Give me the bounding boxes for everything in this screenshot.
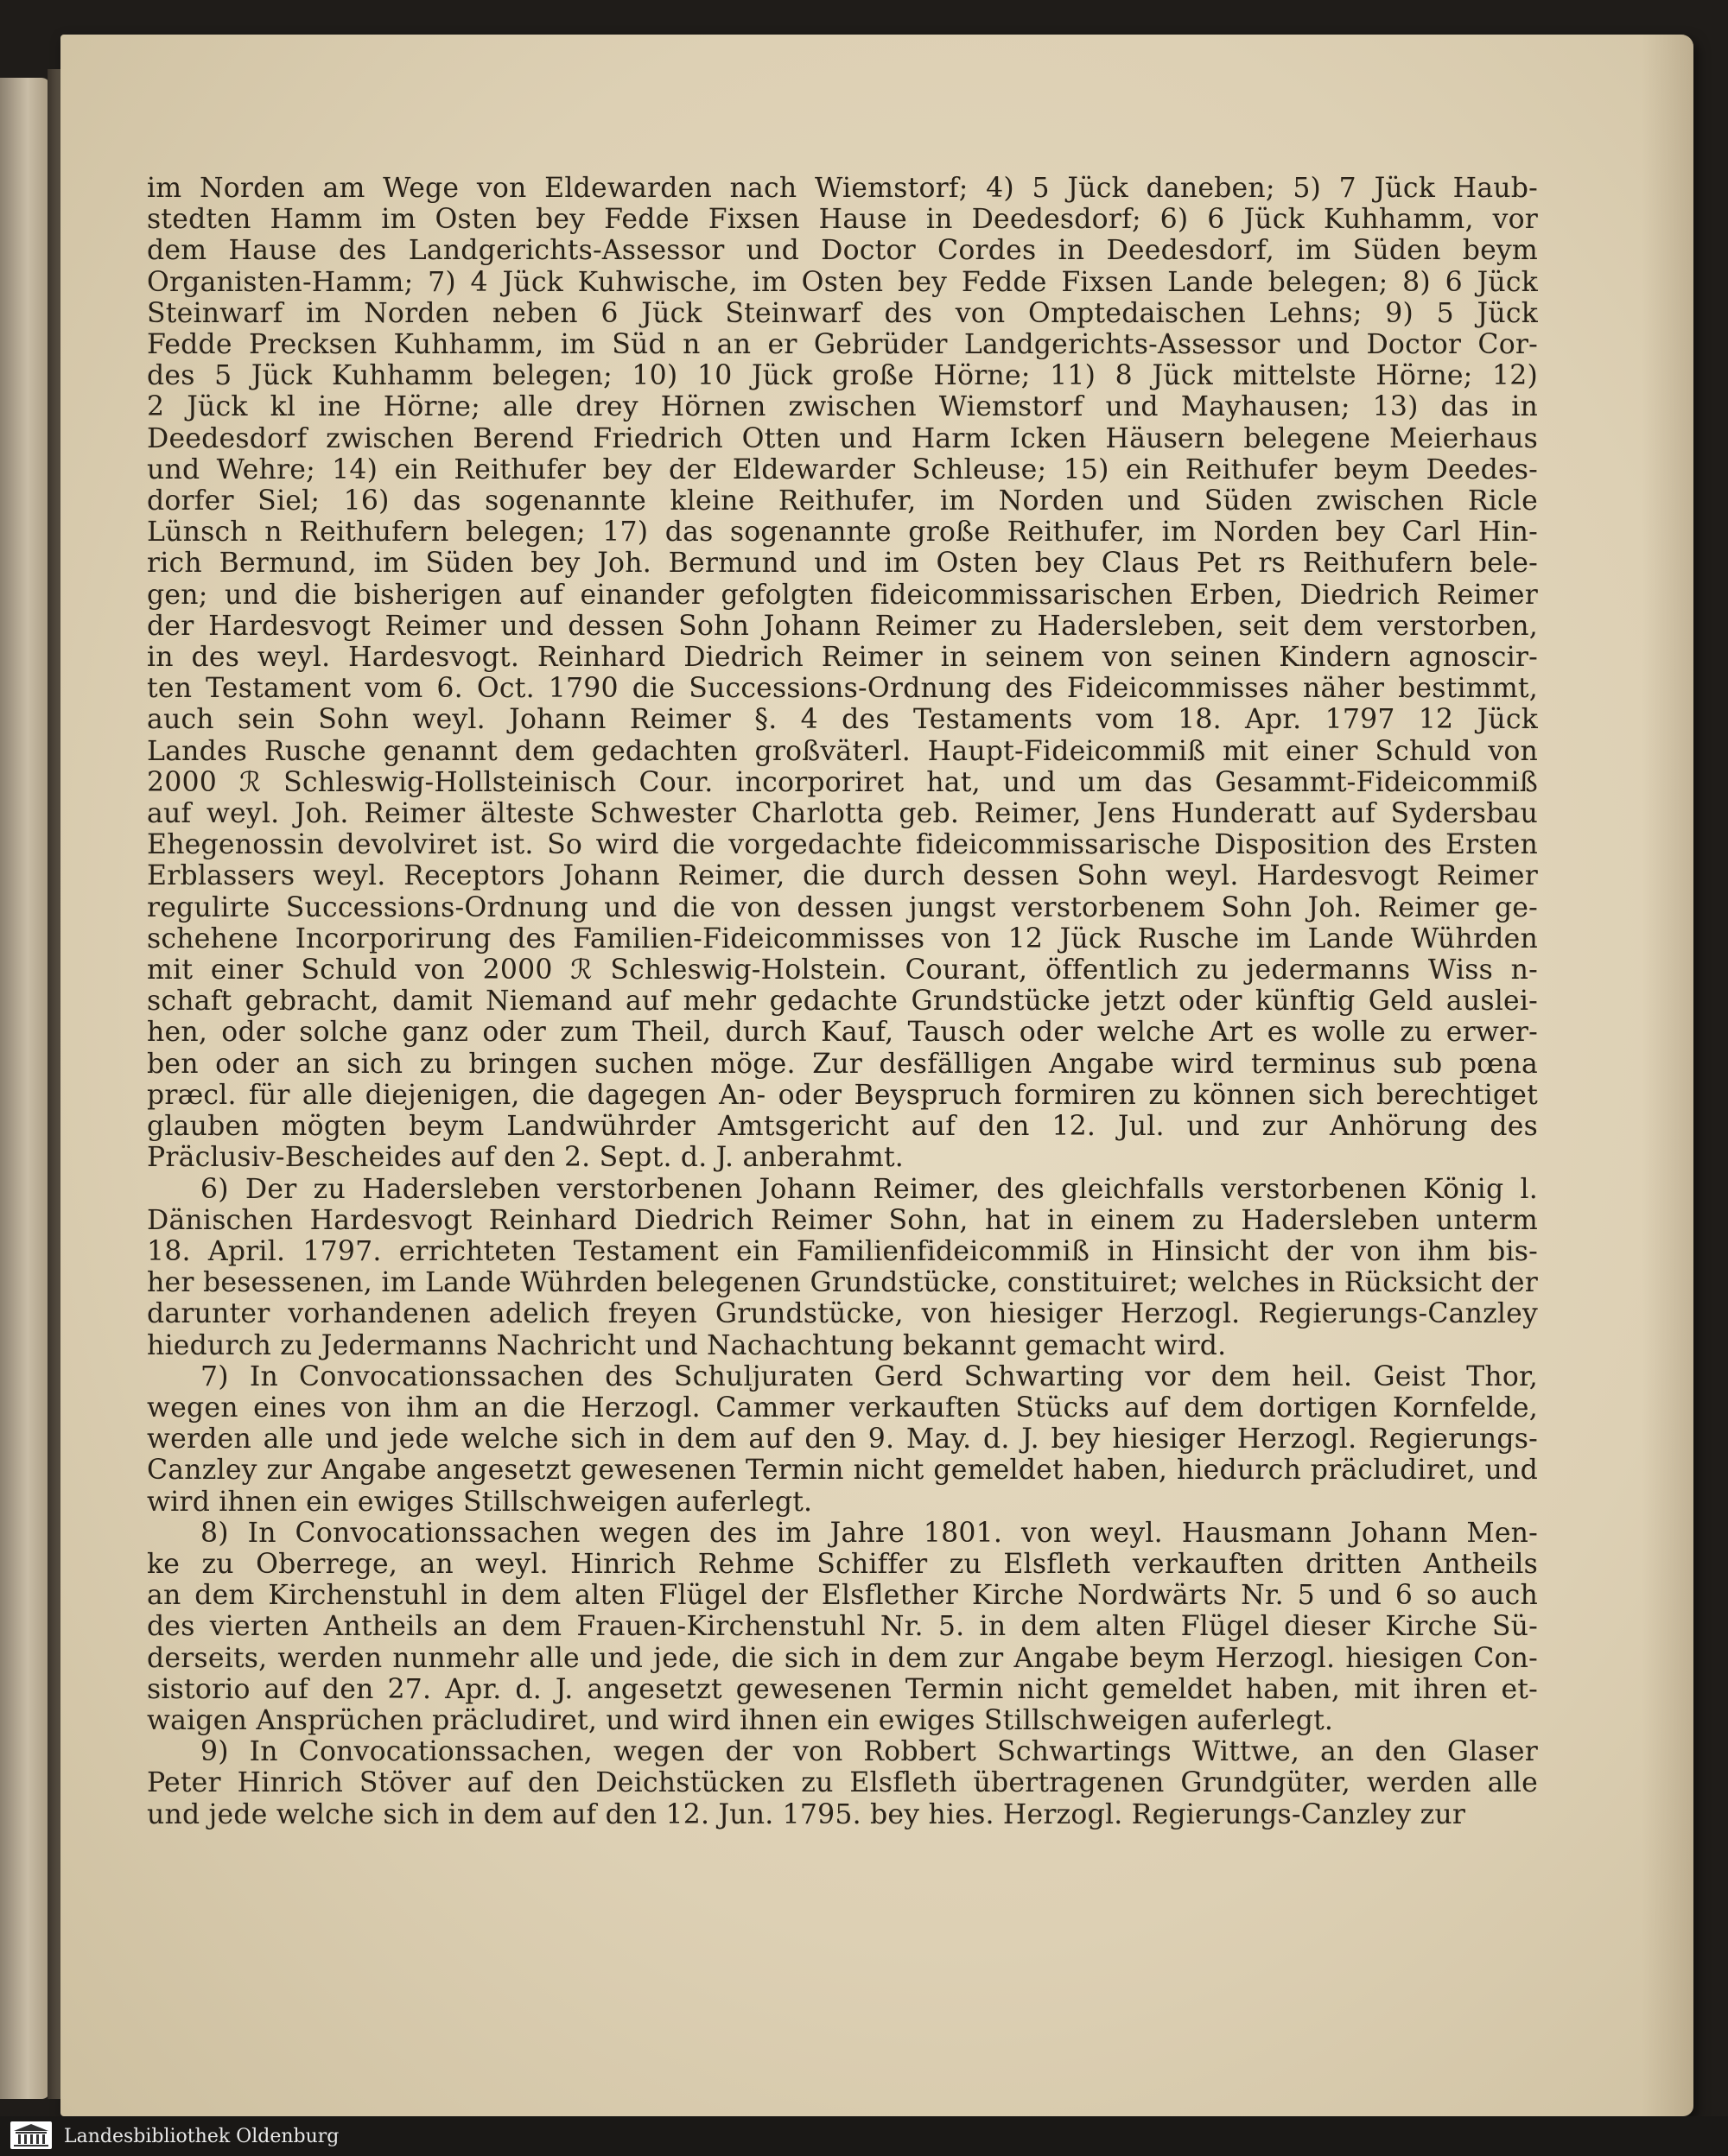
text-line: mit einer Schuld von 2000 ℛ Schleswig-Holstein. Courant, öffentlich zu jedermanns Wiss n-: [147, 954, 1538, 986]
text-line: auf weyl. Joh. Reimer älteste Schwester Charlotta geb. Reimer, Jens Hunderatt auf Sydersbau: [147, 798, 1538, 830]
text-line: Organisten-Hamm; 7) 4 Jück Kuhwische, im Osten bey Fedde Fixsen Lande belegen; 8) 6 Jück: [147, 266, 1538, 298]
text-line: in des weyl. Hardesvogt. Reinhard Diedrich Reimer in seinem von seinen Kindern agnoscir-: [147, 642, 1538, 674]
previous-page-edge: [0, 78, 50, 2099]
paragraph-p5-continuation: [147, 173, 1538, 1174]
text-line: 2 Jück kl ine Hörne; alle drey Hörnen zwischen Wiemstorf und Mayhausen; 13) das in: [147, 391, 1538, 423]
text-line: ten Testament vom 6. Oct. 1790 die Successions-Ordnung des Fideicommisses näher bestimmt,: [147, 673, 1538, 705]
text-line: des 5 Jück Kuhhamm belegen; 10) 10 Jück große Hörne; 11) 8 Jück mittelste Hörne; 12): [147, 360, 1538, 392]
text-line: derseits, werden nunmehr alle und jede, die sich in dem zur Angabe beym Herzogl. hiesigen Con-: [147, 1642, 1538, 1674]
text-line: rich Bermund, im Süden bey Joh. Bermund und im Osten bey Claus Pet rs Reithufern bele-: [147, 548, 1538, 580]
library-building-icon: [10, 2121, 52, 2149]
text-line: 9) In Convocationssachen, wegen der von Robbert Schwartings Wittwe, an den Glaser: [200, 1736, 1538, 1768]
text-line: und Wehre; 14) ein Reithufer bey der Eldewarder Schleuse; 15) ein Reithufer beym Deedes-: [147, 453, 1538, 485]
text-line: stedten Hamm im Osten bey Fedde Fixsen Hause in Deedesdorf; 6) 6 Jück Kuhhamm, vor: [147, 204, 1538, 236]
page-edge-shading: [1642, 35, 1693, 2116]
text-line: 7) In Convocationssachen des Schuljuraten Gerd Schwarting vor dem heil. Geist Thor,: [200, 1360, 1538, 1392]
text-line: her besessenen, im Lande Wührden belegenen Grundstücke, constituiret; welches in Rücksicht der: [147, 1267, 1538, 1299]
library-label: Landesbibliothek Oldenburg: [64, 2126, 340, 2147]
text-line: im Norden am Wege von Eldewarden nach Wiemstorf; 4) 5 Jück daneben; 5) 7 Jück Haub-: [147, 173, 1538, 204]
text-line: Erblassers weyl. Receptors Johann Reimer, die durch dessen Sohn weyl. Hardesvogt Reimer: [147, 860, 1538, 892]
text-line: regulirte Successions-Ordnung und die von dessen jungst verstorbenem Sohn Joh. Reimer ge-: [147, 891, 1538, 923]
viewer-footer: [0, 2116, 1728, 2156]
text-line: an dem Kirchenstuhl in dem alten Flügel der Elsflether Kirche Nordwärts Nr. 5 und 6 so auch: [147, 1580, 1538, 1612]
text-line: hen, oder solche ganz oder zum Theil, durch Kauf, Tausch oder welche Art es wolle zu erwer-: [147, 1017, 1538, 1049]
text-line: ben oder an sich zu bringen suchen möge. Zur desfälligen Angabe wird terminus sub pœna: [147, 1048, 1538, 1080]
paragraph-p9: [147, 1736, 1538, 1830]
text-line: schaft gebracht, damit Niemand auf mehr gedachte Grundstücke jetzt oder künftig Geld auslei-: [147, 986, 1538, 1018]
text-line: Canzley zur Angabe angesetzt gewesenen Termin nicht gemeldet haben, hiedurch präcludiret, und: [147, 1455, 1538, 1487]
text-line: 2000 ℛ Schleswig-Hollsteinisch Cour. incorporiret hat, und um das Gesammt-Fideicommiß: [147, 766, 1538, 798]
text-line: der Hardesvogt Reimer und dessen Sohn Johann Reimer zu Hadersleben, seit dem verstorben,: [147, 610, 1538, 642]
text-line: Dänischen Hardesvogt Reinhard Diedrich Reimer Sohn, hat in einem zu Hadersleben unterm: [147, 1204, 1538, 1236]
text-line: werden alle und jede welche sich in dem auf den 9. May. d. J. bey hiesiger Herzogl. Regierungs-: [147, 1424, 1538, 1455]
text-line: schehene Incorporirung des Familien-Fideicommisses von 12 Jück Rusche im Lande Wührden: [147, 923, 1538, 954]
text-line: glauben mögten beym Landwührder Amtsgericht auf den 12. Jul. und zur Anhörung des: [147, 1111, 1538, 1143]
paragraph-p7: [147, 1361, 1538, 1518]
text-line: waigen Ansprüchen präcludiret, und wird ihnen ein ewiges Stillschweigen auferlegt.: [147, 1704, 1334, 1736]
text-line: præcl. für alle diejenigen, die dagegen An- oder Beyspruch formiren zu können sich berechtiget: [147, 1079, 1538, 1111]
text-line: wird ihnen ein ewiges Stillschweigen auferlegt.: [147, 1486, 813, 1518]
text-line: dorfer Siel; 16) das sogenannte kleine Reithufer, im Norden und Süden zwischen Ricle: [147, 485, 1538, 517]
text-line: darunter vorhandenen adelich freyen Grundstücke, von hiesiger Herzogl. Regierungs-Canzley: [147, 1298, 1538, 1330]
text-line: Peter Hinrich Stöver auf den Deichstücken zu Elsfleth übertragenen Grundgüter, werden alle: [147, 1767, 1538, 1799]
text-line: Steinwarf im Norden neben 6 Jück Steinwarf des von Omptedaischen Lehns; 9) 5 Jück: [147, 297, 1538, 329]
text-line: Ehegenossin devolviret ist. So wird die vorgedachte fideicommissarische Disposition des Ersten: [147, 829, 1538, 861]
text-line: hiedurch zu Jedermanns Nachricht und Nachachtung bekannt gemacht wird.: [147, 1329, 1227, 1361]
text-line: sistorio auf den 27. Apr. d. J. angesetzt gewesenen Termin nicht gemeldet haben, mit ihren et-: [147, 1673, 1538, 1705]
text-line: 8) In Convocationssachen wegen des im Jahre 1801. von weyl. Hausmann Johann Men-: [200, 1517, 1538, 1549]
text-line: gen; und die bisherigen auf einander gefolgten fideicommissarischen Erben, Diedrich Reimer: [147, 579, 1538, 611]
text-line: des vierten Antheils an dem Frauen-Kirchenstuhl Nr. 5. in dem alten Flügel dieser Kirche Sü-: [147, 1611, 1538, 1643]
text-line: und jede welche sich in dem auf den 12. Jun. 1795. bey hies. Herzogl. Regierungs-Canzley zur: [147, 1798, 1466, 1830]
text-line: dem Hause des Landgerichts-Assessor und Doctor Cordes in Deedesdorf, im Süden beym: [147, 235, 1538, 267]
text-line: wegen eines von ihm an die Herzogl. Cammer verkauften Stücks auf dem dortigen Kornfelde,: [147, 1392, 1538, 1424]
text-line: ke zu Oberrege, an weyl. Hinrich Rehme Schiffer zu Elsfleth verkauften dritten Antheils: [147, 1548, 1538, 1580]
text-line: Deedesdorf zwischen Berend Friedrich Otten und Harm Icken Häusern belegene Meierhaus: [147, 422, 1538, 454]
text-line: 6) Der zu Hadersleben verstorbenen Johann Reimer, des gleichfalls verstorbenen König l.: [200, 1173, 1538, 1205]
text-line: Präclusiv-Bescheides auf den 2. Sept. d. J. anberahmt.: [147, 1142, 905, 1174]
text-line: Lünsch n Reithufern belegen; 17) das sogenannte große Reithufer, im Norden bey Carl Hin-: [147, 517, 1538, 549]
text-line: auch sein Sohn weyl. Johann Reimer §. 4 des Testaments vom 18. Apr. 1797 12 Jück: [147, 704, 1538, 736]
scanned-page: [60, 35, 1693, 2116]
text-line: 18. April. 1797. errichteten Testament ein Familienfideicommiß in Hinsicht der von ihm bis-: [147, 1235, 1538, 1267]
page-text: [147, 173, 1538, 1830]
paragraph-p8: [147, 1518, 1538, 1736]
paragraph-p6: [147, 1174, 1538, 1361]
text-line: Landes Rusche genannt dem gedachten großväterl. Haupt-Fideicommiß mit einer Schuld von: [147, 735, 1538, 767]
text-line: Fedde Precksen Kuhhamm, im Süd n an er Gebrüder Landgerichts-Assessor und Doctor Cor-: [147, 329, 1538, 361]
